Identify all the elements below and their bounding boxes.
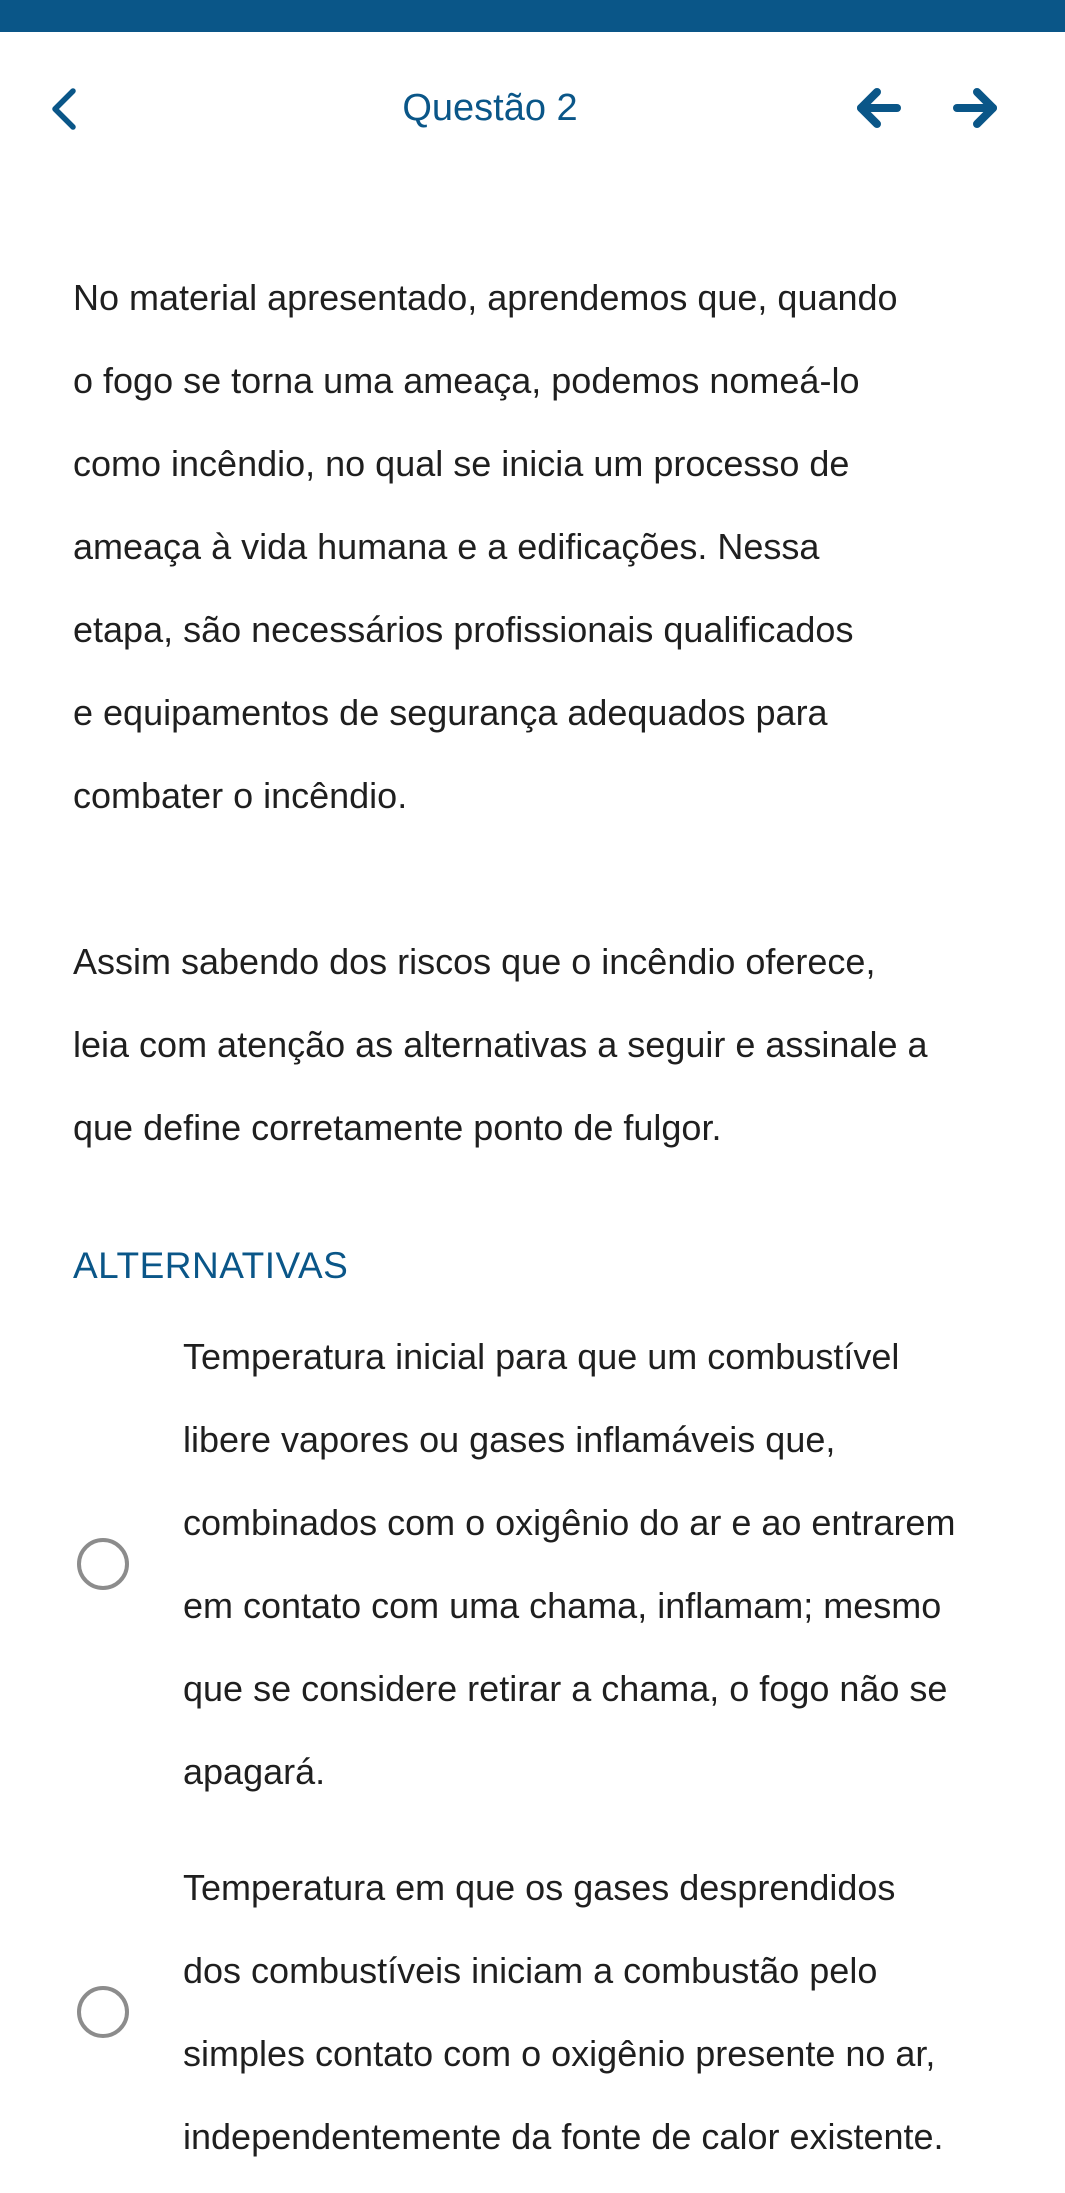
question-paragraph: Assim sabendo dos riscos que o incêndio oferece, leia com atenção as alternativas a seguir e assinale a que define corretamente ponto de fulgor. [73,941,928,1148]
question-text [73,256,1023,1169]
alternative-option[interactable] [0,1315,1065,1813]
alternative-text: Temperatura em que os gases desprendidos dos combustíveis iniciam a combustão pelo simples contato com o oxigênio presente no ar, independentemente da fonte de calor existente. [183,1867,944,2157]
alternative-option[interactable] [0,1846,1065,2178]
alternatives-heading: ALTERNATIVAS [73,1245,349,1286]
radio-button[interactable] [77,1538,129,1590]
previous-question-button[interactable] [852,82,904,134]
alternatives-list [0,1315,1065,2178]
next-question-button[interactable] [950,82,1002,134]
status-bar [0,0,1065,32]
radio-wrapper [0,1986,183,2038]
arrow-left-icon [855,87,901,129]
alternative-text: Temperatura inicial para que um combustível libere vapores ou gases inflamáveis que, combinados com o oxigênio do ar e ao entrarem em contato com uma chama, inflamam; mesmo que se considere retirar a chama, o fogo não se apagará. [183,1336,956,1792]
question-paragraph: No material apresentado, aprendemos que, quando o fogo se torna uma ameaça, podemos nomeá-lo como incêndio, no qual se inicia um processo de ameaça à vida humana e a edificações. Nessa etapa, são necessários profissionais qualificados e equipamentos de segurança adequados para combater o incêndio. [73,277,898,816]
radio-wrapper [0,1538,183,1590]
page-title: Questão 2 [402,87,578,129]
radio-button[interactable] [77,1986,129,2038]
app-header [0,32,1065,184]
arrow-right-icon [953,87,999,129]
